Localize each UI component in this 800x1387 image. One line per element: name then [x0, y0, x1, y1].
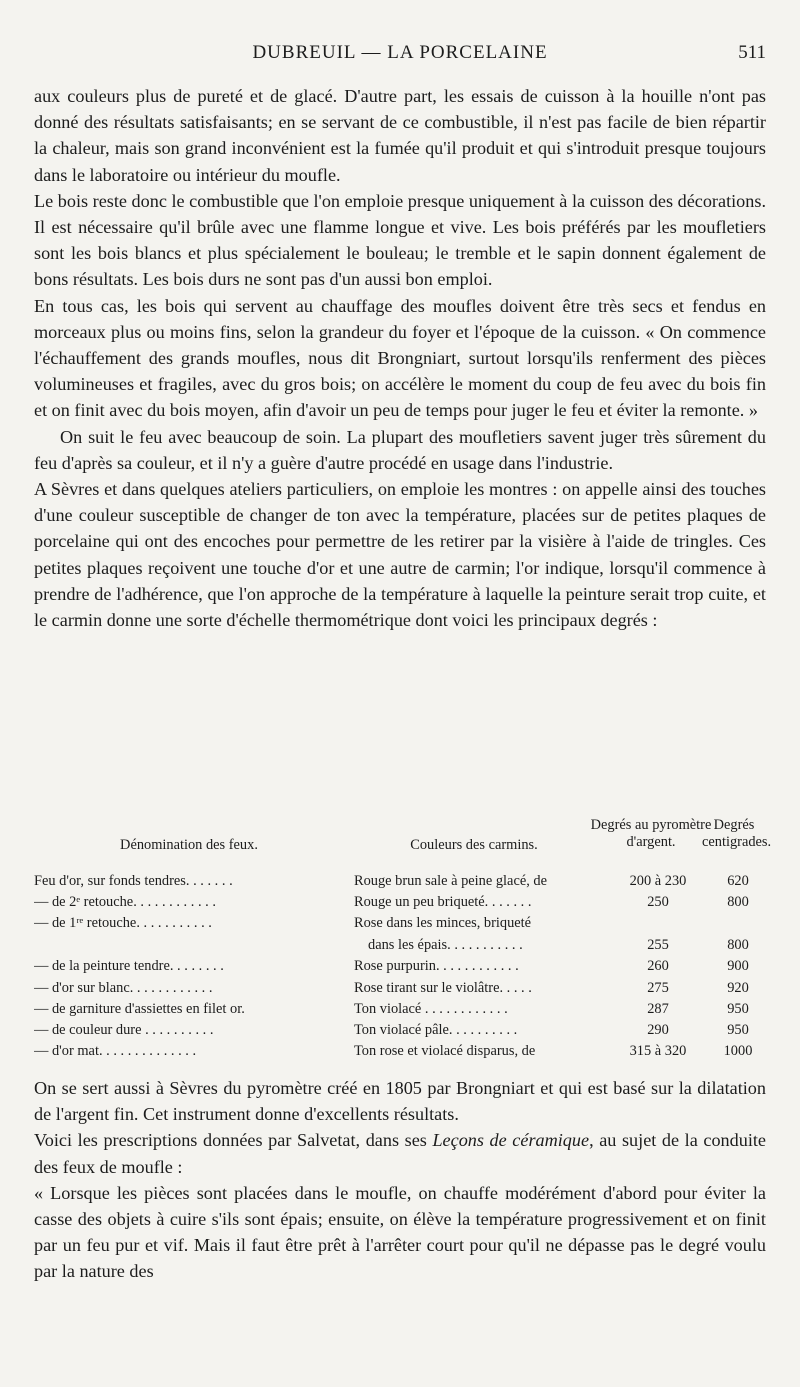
- salvetat-intro: Voici les prescriptions données par Salvetat, dans ses: [34, 1130, 433, 1151]
- cell-pyrometer-degree: 260: [647, 958, 669, 975]
- cell-carmine-color-continued: dans les épais. . . . . . . . . . .: [368, 936, 523, 953]
- cell-fire-name: Feu d'or, sur fonds tendres. . . . . . .: [34, 873, 233, 889]
- cell-carmine-color: Ton violacé pâle. . . . . . . . . .: [354, 1021, 518, 1038]
- table-row: [34, 978, 766, 999]
- page-header: [0, 42, 800, 66]
- cell-pyrometer-degree: 290: [647, 1021, 669, 1038]
- table-row: [34, 913, 766, 956]
- cell-centigrade-degree: 950: [727, 1021, 749, 1038]
- paragraph-fire-watching: On suit le feu avec beaucoup de soin. La plupart des moufletiers savent juger très sûrement du feu d'après sa couleur, et il n'y a guère d'autre procédé en usage dans l'industrie.: [34, 426, 766, 473]
- table-row: [34, 871, 766, 892]
- paragraph-salvetat: [34, 1127, 766, 1179]
- cell-carmine-color: Rouge un peu briqueté. . . . . . .: [354, 894, 532, 911]
- running-title: DUBREUIL — LA PORCELAINE: [252, 42, 548, 63]
- cell-centigrade-degree: 920: [727, 979, 749, 996]
- cell-fire-name: — de couleur dure . . . . . . . . . .: [34, 1021, 214, 1038]
- paragraph-wood-fuel: Le bois reste donc le combustible que l'on emploie presque uniquement à la cuisson des décorations. Il est nécessaire qu'il brûle avec une flamme longue et vive. Les bois préférés par les moufletiers sont les bois blancs et plus spécialement le bouleau; le tremble et le sapin donnent également de bons résultats. Les bois durs ne sont pas d'un aussi bon emploi.: [34, 190, 766, 290]
- cell-carmine-color: Rose tirant sur le violâtre. . . . .: [354, 979, 532, 996]
- book-title-italic: Leçons de céramique: [432, 1130, 590, 1151]
- paragraph-salvetat-quote: « Lorsque les pièces sont placées dans le moufle, on chauffe modérément d'abord pour éviter la casse des objets à cuire s'ils sont épais; ensuite, on élève la température progressivement et on finit par un feu pur et vif. Mais il faut être prêt à l'arrêter court pour qu'il ne dépasse pas le degré voulu par la nature des: [34, 1182, 766, 1282]
- cell-pyrometer-degree: 275: [647, 979, 669, 996]
- closing-text: [34, 1075, 766, 1285]
- table-row: [34, 1020, 766, 1041]
- firing-degrees-table: [34, 803, 772, 1062]
- page-number: 511: [738, 42, 766, 63]
- cell-fire-name: — de la peinture tendre. . . . . . . .: [34, 958, 224, 975]
- table-row: [34, 1041, 766, 1062]
- header-denomination: Dénomination des feux.: [120, 837, 258, 853]
- cell-centigrade-degree: 800: [727, 894, 749, 911]
- cell-fire-name: — de garniture d'assiettes en filet or.: [34, 1000, 245, 1017]
- cell-carmine-color: Rouge brun sale à peine glacé, de: [354, 873, 547, 889]
- cell-carmine-color: Ton violacé . . . . . . . . . . . .: [354, 1000, 508, 1017]
- paragraph-pyrometer: On se sert aussi à Sèvres du pyromètre créé en 1805 par Brongniart et qui est basé sur la dilatation de l'argent fin. Cet instrument donne d'excellents résultats.: [34, 1078, 766, 1125]
- cell-centigrade-degree: 800: [727, 936, 749, 953]
- paragraph-dry-wood: En tous cas, les bois qui servent au chauffage des moufles doivent être très secs et fendus en morceaux plus ou moins fins, selon la grandeur du foyer et l'époque de la cuisson. « On commence l'échauffement des grands moufles, nous dit Brongniart, surtout lorsqu'ils renferment des pièces volumineuses et fragiles, avec du gros bois; on accélère le moment du coup de feu avec du bois fin et on finit avec du bois moyen, afin d'avoir un peu de temps pour juger le feu et éviter la remonte. »: [34, 295, 766, 421]
- cell-centigrade-degree: 620: [727, 873, 749, 889]
- header-silver-pyrometer: Degrés au pyromètre d'argent.: [590, 817, 712, 850]
- cell-pyrometer-degree: 250: [647, 894, 669, 911]
- cell-fire-name: — d'or sur blanc. . . . . . . . . . . .: [34, 979, 213, 996]
- cell-centigrade-degree: 950: [727, 1000, 749, 1017]
- salvetat-outro: , au sujet de la conduite des feux de moufle :: [34, 1130, 766, 1177]
- table-row: [34, 999, 766, 1020]
- cell-centigrade-degree: 1000: [723, 1043, 753, 1060]
- table-header: [34, 803, 772, 871]
- cell-carmine-color: Rose purpurin. . . . . . . . . . . .: [354, 958, 519, 975]
- cell-fire-name: — d'or mat. . . . . . . . . . . . . .: [34, 1043, 197, 1060]
- cell-pyrometer-degree: 255: [647, 936, 669, 953]
- cell-carmine-color: Rose dans les minces, briqueté: [354, 915, 532, 932]
- body-text: [34, 83, 766, 633]
- cell-fire-name: — de 1ʳᵉ retouche. . . . . . . . . . .: [34, 915, 212, 932]
- header-centigrade: Degrés centigrades.: [702, 817, 772, 850]
- table-row: [34, 892, 766, 913]
- cell-carmine-color: Ton rose et violacé disparus, de: [354, 1043, 536, 1060]
- cell-pyrometer-degree: 315 à 320: [629, 1043, 687, 1060]
- cell-pyrometer-degree: 200 à 230: [629, 873, 687, 889]
- cell-fire-name: — de 2ᵉ retouche. . . . . . . . . . . .: [34, 894, 216, 911]
- paragraph-sevres-montres: A Sèvres et dans quelques ateliers particuliers, on emploie les montres : on appelle ainsi des touches d'une couleur susceptible de changer de ton avec la température, placées sur de petites plaques de porcelaine qui ont des encoches pour permettre de les retirer par la visière à l'aide de tringles. Ces petites plaques reçoivent une touche d'or et une autre de carmin; l'or indique, lorsqu'il commence à prendre de l'adhérence, que l'on approche de la température à laquelle la peinture serait trop cuite, et le carmin donne une sorte d'échelle thermométrique dont voici les principaux degrés :: [34, 479, 766, 631]
- header-carmine-colors: Couleurs des carmins.: [410, 837, 538, 853]
- paragraph-coal-firing: aux couleurs plus de pureté et de glacé. D'autre part, les essais de cuisson à la houille n'ont pas donné des résultats satisfaisants; en se servant de ce combustible, il n'est pas facile de bien répartir la chaleur, mais son grand inconvénient est la fumée qu'il produit et qui s'introduit presque toujours dans le laboratoire ou intérieur du moufle.: [34, 86, 766, 185]
- table-row: [34, 956, 766, 977]
- cell-pyrometer-degree: 287: [647, 1000, 669, 1017]
- cell-centigrade-degree: 900: [727, 958, 749, 975]
